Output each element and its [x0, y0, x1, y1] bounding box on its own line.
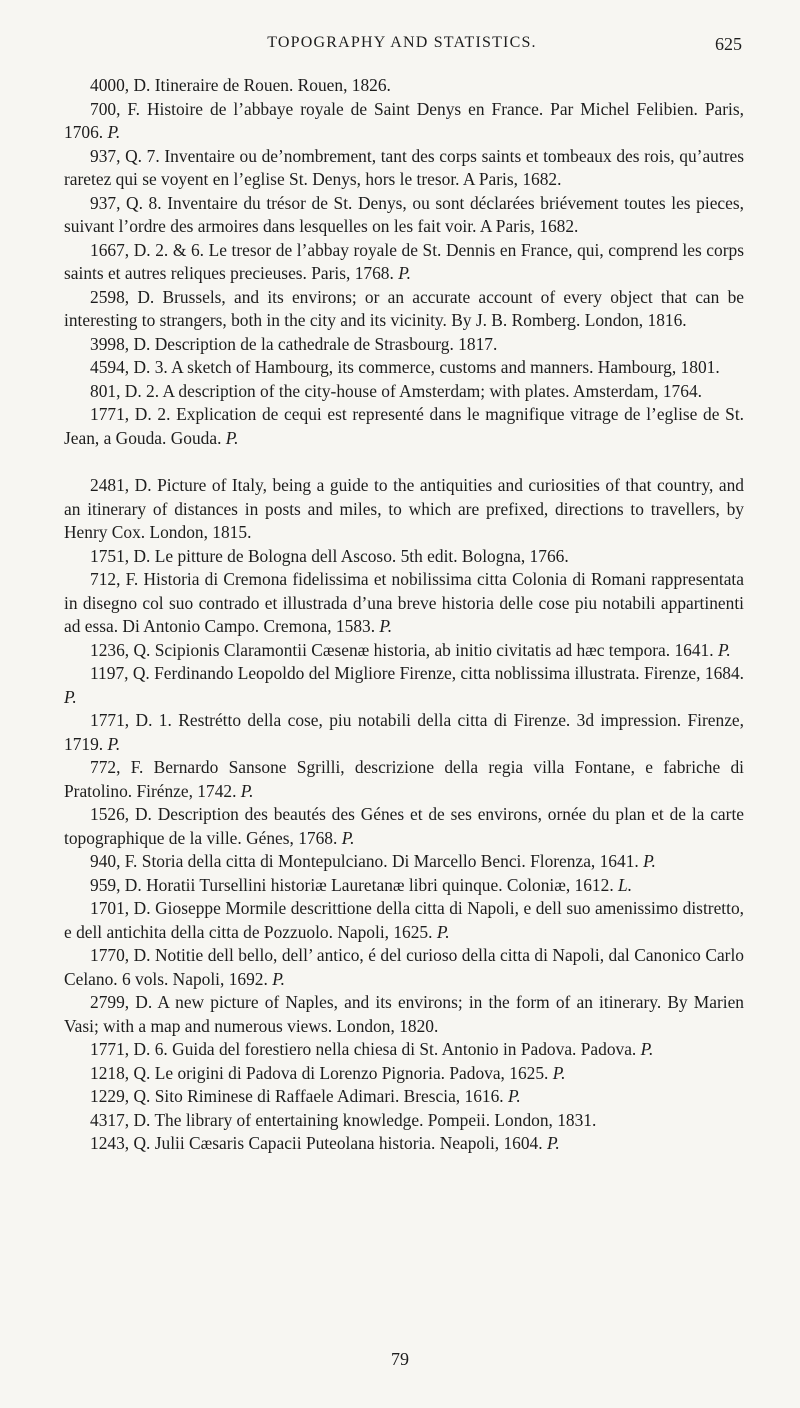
entry-title: Picture of Italy, being a guide to the antiquities and curiosities of that country, and an itinerary of distances in posts and miles, to which are prefixed, directions to travellers, by Henry Cox. London, 1815.	[64, 475, 744, 542]
location-mark: P.	[272, 968, 285, 989]
location-mark: P.	[643, 851, 656, 871]
shelf-mark: 940, F.	[90, 851, 138, 871]
shelf-mark: 2598, D.	[90, 286, 155, 307]
shelf-mark: 1218, Q.	[90, 1062, 151, 1083]
location-mark: P.	[107, 733, 121, 754]
entry-title: Gioseppe Mormile descrittione della citta di Napoli, e dell suo amenissimo distretto, e dell antichita della citta de Pozzuolo. Napoli, 1625.	[64, 898, 744, 942]
shelf-mark: 4594, D. 3.	[90, 357, 168, 377]
location-mark: P.	[379, 616, 393, 636]
shelf-mark: 4000, D.	[90, 75, 151, 95]
shelf-mark: 1771, D. 6.	[90, 1039, 168, 1059]
signature-folio: 79	[391, 1349, 409, 1369]
catalogue-entry	[64, 709, 744, 756]
catalogue-entry	[64, 474, 744, 545]
catalogue-entry	[64, 1062, 744, 1086]
shelf-mark: 937, Q. 8.	[90, 192, 162, 213]
entry-title: Le tresor de l’abbay royale de St. Dennis en France, qui, comprend les corps saints et autres reliques precieuses. Paris, 1768.	[64, 239, 744, 283]
catalogue-entry	[64, 850, 744, 874]
entry-title: Histoire de l’abbaye royale de Saint Denys en France. Par Michel Felibien. Paris, 1706.	[64, 98, 744, 142]
catalogue-entries	[64, 74, 744, 1156]
catalogue-entry	[64, 897, 744, 944]
shelf-mark: 1771, D. 2.	[90, 404, 171, 424]
page-header	[62, 34, 742, 58]
shelf-mark: 1229, Q.	[90, 1086, 151, 1106]
catalogue-entry	[64, 568, 744, 639]
shelf-mark: 700, F.	[90, 98, 141, 119]
shelf-mark: 2799, D.	[90, 992, 153, 1012]
shelf-mark: 712, F.	[90, 569, 139, 589]
location-mark: P.	[225, 427, 239, 448]
shelf-mark: 2481, D.	[90, 475, 152, 495]
entry-title: Storia della citta di Montepulciano. Di Marcello Benci. Florenza, 1641.	[141, 851, 639, 871]
catalogue-entry	[64, 333, 744, 357]
shelf-mark: 1770, D.	[90, 945, 151, 965]
catalogue-entry	[64, 403, 744, 450]
catalogue-entry	[64, 192, 744, 239]
entry-title: Le origini di Padova di Lorenzo Pignoria. Padova, 1625.	[154, 1062, 549, 1083]
catalogue-entry	[64, 98, 744, 145]
shelf-mark: 1667, D. 2. & 6.	[90, 239, 205, 260]
entry-title: Explication de cequi est representé dans le magnifique vitrage de l’eglise de St. Jean, a Gouda. Gouda.	[64, 404, 744, 448]
catalogue-entry	[64, 662, 744, 709]
entry-title: Description de la cathedrale de Strasbourg. 1817.	[154, 333, 498, 354]
catalogue-entry	[64, 874, 744, 898]
shelf-mark: 1197, Q.	[90, 663, 150, 683]
shelf-mark: 1701, D.	[90, 898, 151, 918]
location-mark: P.	[64, 686, 77, 707]
shelf-mark: 1751, D.	[90, 545, 151, 566]
entry-title: Sito Riminese di Raffaele Adimari. Brescia, 1616.	[154, 1086, 504, 1106]
entry-title: Brussels, and its environs; or an accurate account of every object that can be interesting to strangers, both in the city and its vicinity. By J. B. Romberg. London, 1816.	[64, 286, 744, 330]
location-mark: P.	[240, 780, 254, 801]
page-number: 625	[715, 34, 742, 54]
location-mark: P.	[107, 122, 121, 142]
location-mark: P.	[436, 921, 450, 942]
catalogue-entry	[64, 1132, 744, 1156]
shelf-mark: 959, D.	[90, 874, 142, 895]
entry-title: Description des beautés des Génes et de ses environs, ornée du plan et de la carte topographique de la ville. Génes, 1768.	[64, 804, 744, 848]
shelf-mark: 772, F.	[90, 757, 144, 777]
entry-title: Ferdinando Leopoldo del Migliore Firenze, citta noblissima illustrata. Firenze, 1684.	[154, 663, 744, 683]
catalogue-entry	[64, 639, 744, 663]
shelf-mark: 801, D. 2.	[90, 380, 160, 401]
catalogue-entry	[64, 380, 744, 404]
location-mark: P.	[640, 1039, 654, 1059]
entry-title: Horatii Tursellini historiæ Lauretanæ libri quinque. Coloniæ, 1612.	[146, 874, 614, 895]
shelf-mark: 4317, D.	[90, 1109, 151, 1130]
shelf-mark: 1526, D.	[90, 804, 152, 824]
location-mark: P.	[341, 827, 355, 848]
entry-title: The library of entertaining knowledge. Pompeii. London, 1831.	[154, 1109, 597, 1130]
catalogue-entry	[64, 286, 744, 333]
shelf-mark: 1243, Q.	[90, 1133, 151, 1153]
entry-title: Inventaire du trésor de St. Denys, ou sont déclarées briévement toutes les pieces, suivant l’ordre des armoires dans lesquelles on les fait voir. A Paris, 1682.	[64, 192, 744, 236]
entry-title: Le pitture de Bologna dell Ascoso. 5th edit. Bologna, 1766.	[154, 545, 569, 566]
catalogue-entry	[64, 545, 744, 569]
catalogue-entry	[64, 74, 744, 98]
catalogue-entry	[64, 1085, 744, 1109]
location-mark: P.	[546, 1133, 560, 1153]
entry-title: Historia di Cremona fidelissima et nobilissima citta Colonia di Romani rappresentata in disegno col suo contrado et illustrada d’una breve historia delle cose piu notabili appartinenti ad essa. Di Antonio Campo. Cremona, 1583.	[64, 569, 744, 636]
location-mark: P.	[398, 263, 411, 283]
entry-title: Notitie dell bello, dell’ antico, é del curioso della citta di Napoli, dal Canonico Carlo Celano. 6 vols. Napoli, 1692.	[64, 945, 744, 989]
location-mark: P.	[717, 639, 731, 660]
catalogue-entry	[64, 356, 744, 380]
shelf-mark: 3998, D.	[90, 333, 151, 354]
location-mark: L.	[618, 874, 633, 895]
catalogue-entry	[64, 756, 744, 803]
shelf-mark: 1236, Q.	[90, 639, 151, 660]
entry-title: Inventaire ou de’nombrement, tant des corps saints et tombeaux des rois, qu’autres raretez qui se voyent en l’eglise St. Denys, hors le tresor. A Paris, 1682.	[64, 145, 744, 189]
catalogue-entry	[64, 239, 744, 286]
shelf-mark: 1771, D. 1.	[90, 710, 172, 730]
entry-title: Scipionis Claramontii Cæsenæ historia, ab initio civitatis ad hæc tempora. 1641.	[154, 639, 714, 660]
entry-title: Bernardo Sansone Sgrilli, descrizione della regia villa Fontane, e fabriche di Pratolino. Firénze, 1742.	[64, 757, 744, 801]
location-mark: P.	[507, 1086, 521, 1106]
catalogue-entry	[64, 145, 744, 192]
catalogue-entry	[64, 1038, 744, 1062]
entry-title: A new picture of Naples, and its environs; in the form of an itinerary. By Marien Vasi; with a map and numerous views. London, 1820.	[64, 992, 744, 1036]
entry-title: A sketch of Hambourg, its commerce, customs and manners. Hambourg, 1801.	[171, 357, 720, 377]
entry-title: A description of the city-house of Amsterdam; with plates. Amsterdam, 1764.	[162, 380, 702, 401]
entry-title: Itineraire de Rouen. Rouen, 1826.	[154, 75, 391, 95]
catalogue-entry	[64, 803, 744, 850]
location-mark: P.	[552, 1062, 566, 1083]
entry-title: Restrétto della cose, piu notabili della citta di Firenze. 3d impression. Firenze, 1719.	[64, 710, 744, 754]
entry-title: Julii Cæsaris Capacii Puteolana historia. Neapoli, 1604.	[154, 1133, 543, 1153]
catalogue-entry	[64, 991, 744, 1038]
entry-title: Guida del forestiero nella chiesa di St. Antonio in Padova. Padova.	[172, 1039, 637, 1059]
running-head: TOPOGRAPHY AND STATISTICS.	[267, 34, 537, 51]
shelf-mark: 937, Q. 7.	[90, 145, 160, 166]
catalogue-entry	[64, 1109, 744, 1133]
catalogue-entry	[64, 944, 744, 991]
